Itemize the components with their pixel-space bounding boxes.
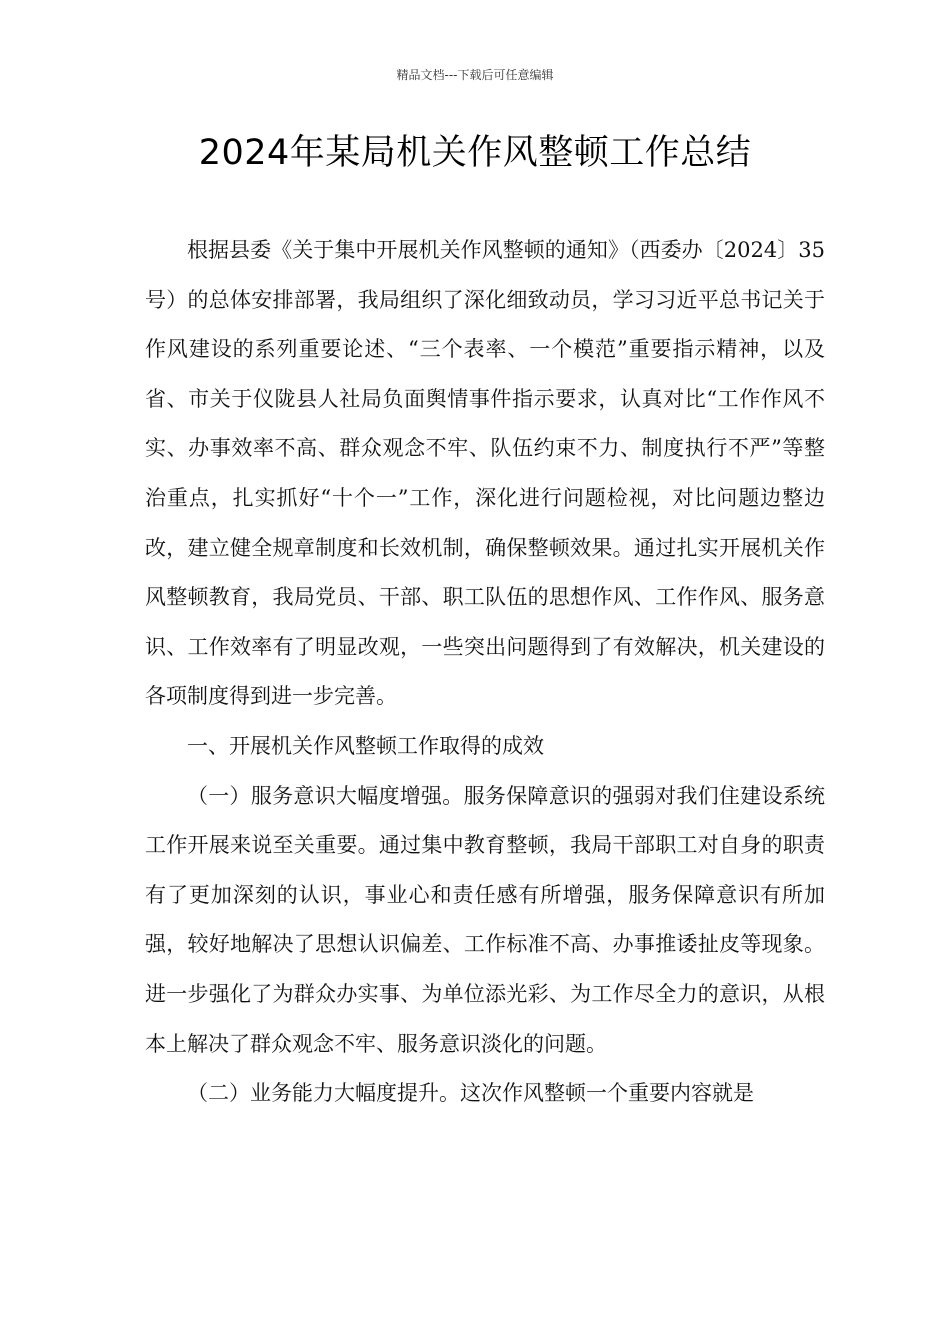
document-title: 2024年某局机关作风整顿工作总结	[198, 133, 752, 173]
document-body	[145, 226, 825, 1119]
section-heading-achievements: 一、开展机关作风整顿工作取得的成效	[187, 733, 544, 758]
paragraph-business-ability: （二）业务能力大幅度提升。这次作风整顿一个重要内容就是	[187, 1081, 754, 1106]
paragraph-intro: 根据县委《关于集中开展机关作风整顿的通知》（西委办〔2024〕35号）的总体安排部署，我局组织了深化细致动员，学习习近平总书记关于作风建设的系列重要论述、“三个表率、一个模范”重要指示精神，以及省、市关于仪陇县人社局负面舆情事件指示要求，认真对比“工作作风不实、办事效率不高、群众观念不牢、队伍约束不力、制度执行不严”等整治重点，扎实抓好“十个一”工作，深化进行问题检视，对比问题边整边改，建立健全规章制度和长效机制，确保整顿效果。通过扎实开展机关作风整顿教育，我局党员、干部、职工队伍的思想作风、工作作风、服务意识、工作效率有了明显改观，一些突出问题得到了有效解决，机关建设的各项制度得到进一步完善。	[145, 238, 825, 709]
header-note: 精品文档---下载后可任意编辑	[396, 68, 554, 82]
paragraph-service-awareness: （一）服务意识大幅度增强。服务保障意识的强弱对我们住建设系统工作开展来说至关重要。通过集中教育整顿，我局干部职工对自身的职责有了更加深刻的认识，事业心和责任感有所增强，服务保障意识有所加强，较好地解决了思想认识偏差、工作标准不高、办事推诿扯皮等现象。进一步强化了为群众办实事、为单位添光彩、为工作尽全力的意识，从根本上解决了群众观念不牢、服务意识淡化的问题。	[145, 783, 825, 1056]
